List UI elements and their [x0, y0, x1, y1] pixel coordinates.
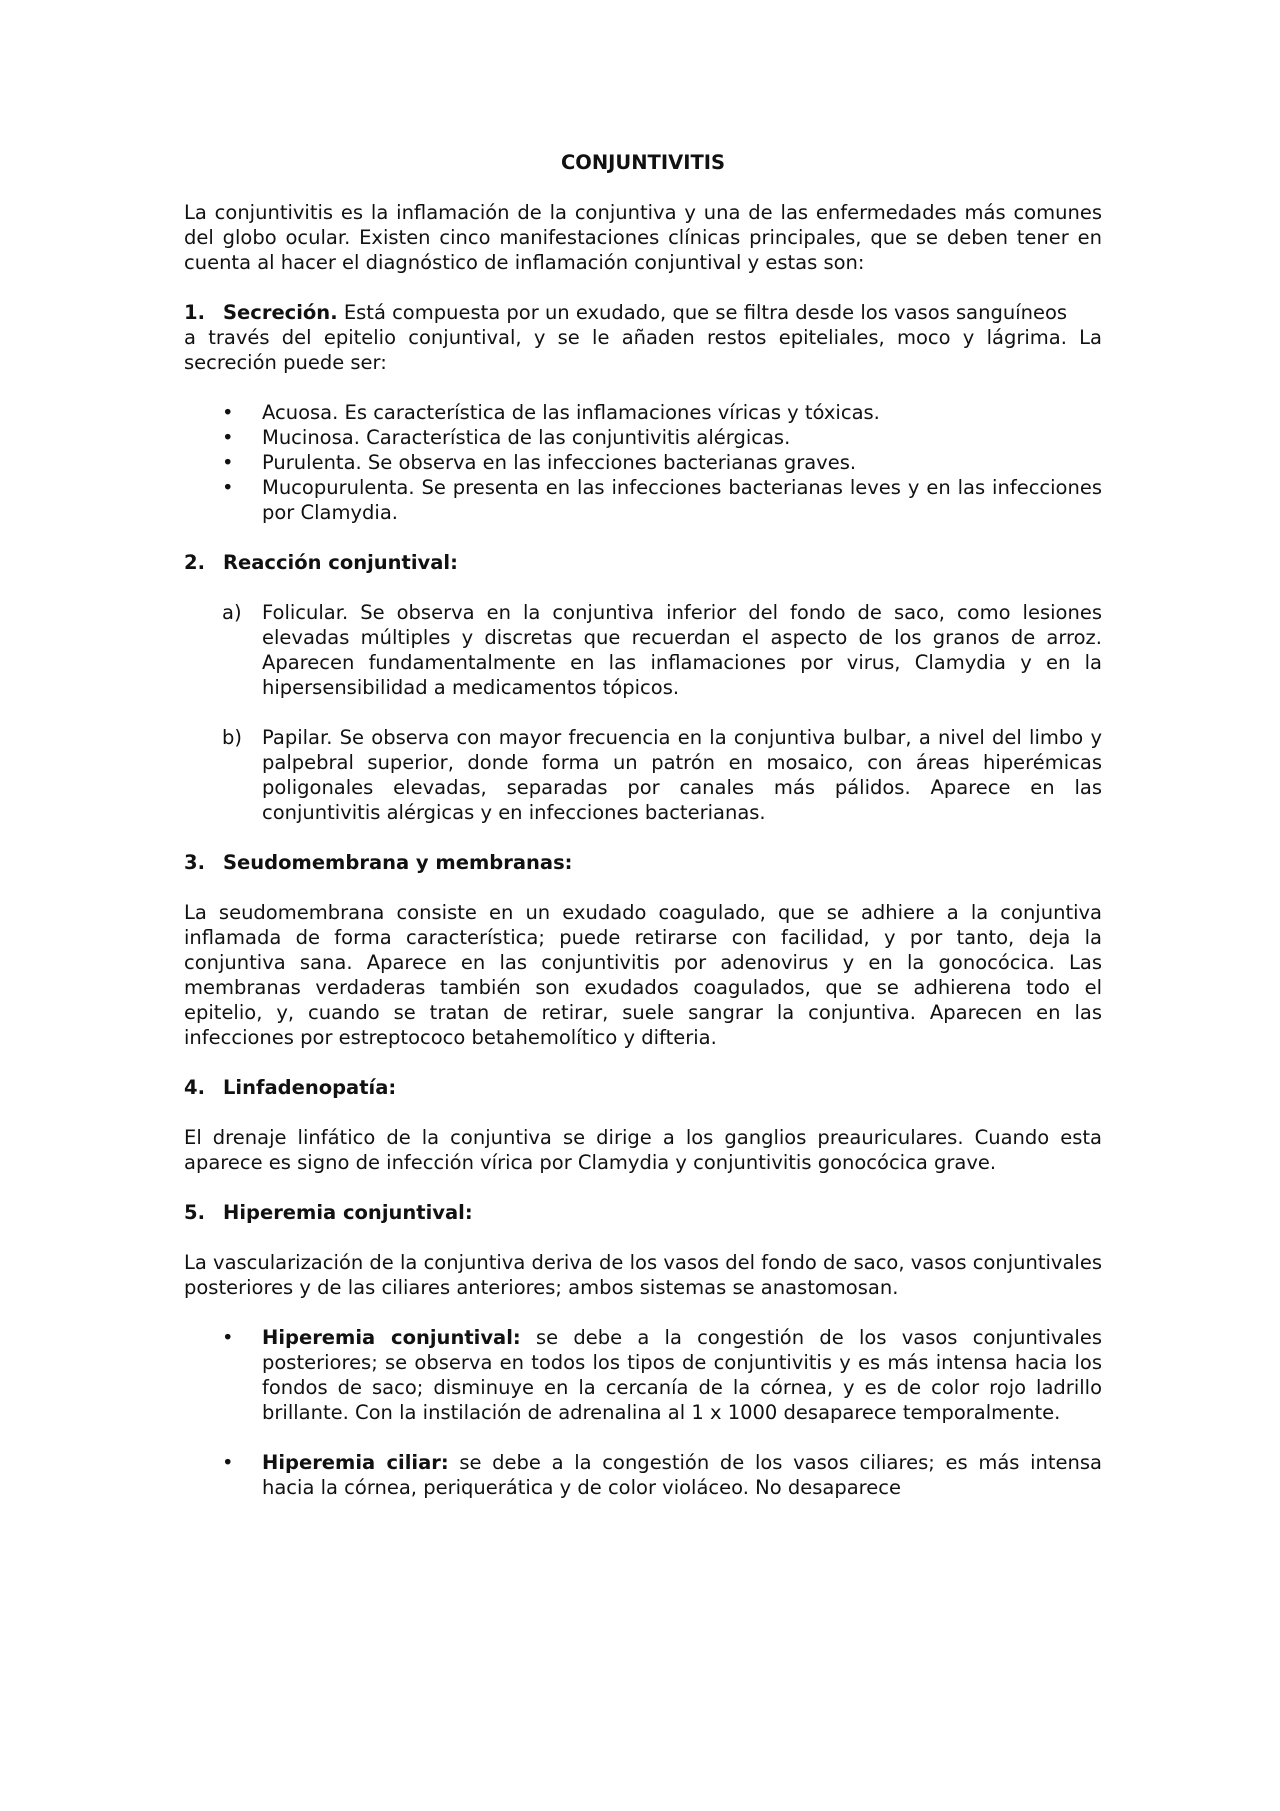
section-2-heading: Reacción conjuntival:: [223, 551, 458, 574]
list-item: • Purulenta. Se observa en las infecciones bacterianas graves.: [222, 451, 857, 474]
bullet-icon: •: [222, 1326, 234, 1349]
section-3-paragraph: La seudomembrana consiste en un exudado coagulado, que se adhiere a la conjuntiva inflamada de forma característica; puede retirarse con facilidad, y por tanto, deja la conjuntiva sana. Aparece en las conjuntivitis por adenovirus y en la gonocócica. Las membranas verdaderas también son exudados coagulados, que se adhierena todo el epitelio, y, cuando se tratan de retirar, suele sangrar la conjuntiva. Aparecen en las infecciones por estreptococo betahemolítico y difteria.: [184, 901, 1102, 1049]
section-1: [184, 300, 1102, 325]
section-3-heading-row: [184, 850, 1102, 875]
section-1-heading: Secreción.: [223, 301, 338, 324]
section-4-heading: Linfadenopatía:: [223, 1076, 397, 1099]
intro-paragraph: La conjuntivitis es la inflamación de la conjuntiva y una de las enfermedades más comunes del globo ocular. Existen cinco manifestaciones clínicas principales, que se deben tener en cuenta al hacer el diagnóstico de inflamación conjuntival y estas son:: [184, 201, 1102, 274]
section-1-number: 1.: [184, 301, 205, 324]
section-4-paragraph: El drenaje linfático de la conjuntiva se dirige a los ganglios preauriculares. Cuando esta aparece es signo de infección vírica por Clamydia y conjuntivitis gonocócica grave.: [184, 1126, 1102, 1174]
section-4-heading-row: [184, 1075, 1102, 1100]
list-item: a) Folicular. Se observa en la conjuntiva inferior del fondo de saco, como lesiones elevadas múltiples y discretas que recuerdan el aspecto de los granos de arroz. Aparecen fundamentalmente en las inflamaciones por virus, Clamydia y en la hipersensibilidad a medicamentos tópicos.: [222, 601, 1102, 699]
section-5-heading-row: [184, 1200, 1102, 1225]
section-2-number: 2.: [184, 551, 205, 574]
list-item: • Hiperemia conjuntival: se debe a la congestión de los vasos conjuntivales posteriores; se observa en todos los tipos de conjuntivitis y es más intensa hacia los fondos de saco; disminuye en la cercanía de la córnea, y es de color rojo ladrillo brillante. Con la instilación de adrenalina al 1 x 1000 desaparece temporalmente.: [222, 1326, 1102, 1424]
list-item: • Mucinosa. Característica de las conjuntivitis alérgicas.: [222, 426, 791, 449]
list-item: • Hiperemia ciliar: se debe a la congestión de los vasos ciliares; es más intensa hacia la córnea, periquerática y de color violáceo. No desaparece: [222, 1451, 1102, 1499]
document-page: [184, 150, 1102, 1525]
list-item-term: Hiperemia ciliar:: [262, 1451, 449, 1474]
list-item: • Acuosa. Es característica de las inflamaciones víricas y tóxicas.: [222, 401, 880, 424]
bullet-icon: •: [222, 451, 234, 474]
section-1-text: Está compuesta por un exudado, que se filtra desde los vasos sanguíneos: [343, 301, 1068, 324]
list-item-term: Hiperemia conjuntival:: [262, 1326, 521, 1349]
section-5-number: 5.: [184, 1201, 205, 1224]
section-1-continuation: a través del epitelio conjuntival, y se le añaden restos epiteliales, moco y lágrima. La secreción puede ser:: [184, 326, 1102, 374]
hyperemia-types-list: [184, 1325, 1102, 1500]
bullet-icon: •: [222, 476, 234, 499]
document-title: CONJUNTIVITIS: [560, 151, 726, 174]
list-item: b) Papilar. Se observa con mayor frecuencia en la conjuntiva bulbar, a nivel del limbo y palpebral superior, donde forma un patrón en mosaico, con áreas hiperémicas poligonales elevadas, separadas por canales más pálidos. Aparece en las conjuntivitis alérgicas y en infecciones bacterianas.: [222, 726, 1102, 824]
reaction-types-list: [184, 600, 1102, 825]
list-item: • Mucopurulenta. Se presenta en las infecciones bacterianas leves y en las infecciones por Clamydia.: [222, 476, 1102, 524]
section-2-heading-row: [184, 550, 1102, 575]
bullet-icon: •: [222, 426, 234, 449]
section-3-number: 3.: [184, 851, 205, 874]
secretion-types-list: [184, 400, 1102, 525]
section-5-paragraph: La vascularización de la conjuntiva deriva de los vasos del fondo de saco, vasos conjuntivales posteriores y de las ciliares anteriores; ambos sistemas se anastomosan.: [184, 1251, 1102, 1299]
bullet-icon: •: [222, 401, 234, 424]
section-4-number: 4.: [184, 1076, 205, 1099]
section-3-heading: Seudomembrana y membranas:: [223, 851, 573, 874]
bullet-icon: •: [222, 1451, 234, 1474]
section-5-heading: Hiperemia conjuntival:: [223, 1201, 473, 1224]
